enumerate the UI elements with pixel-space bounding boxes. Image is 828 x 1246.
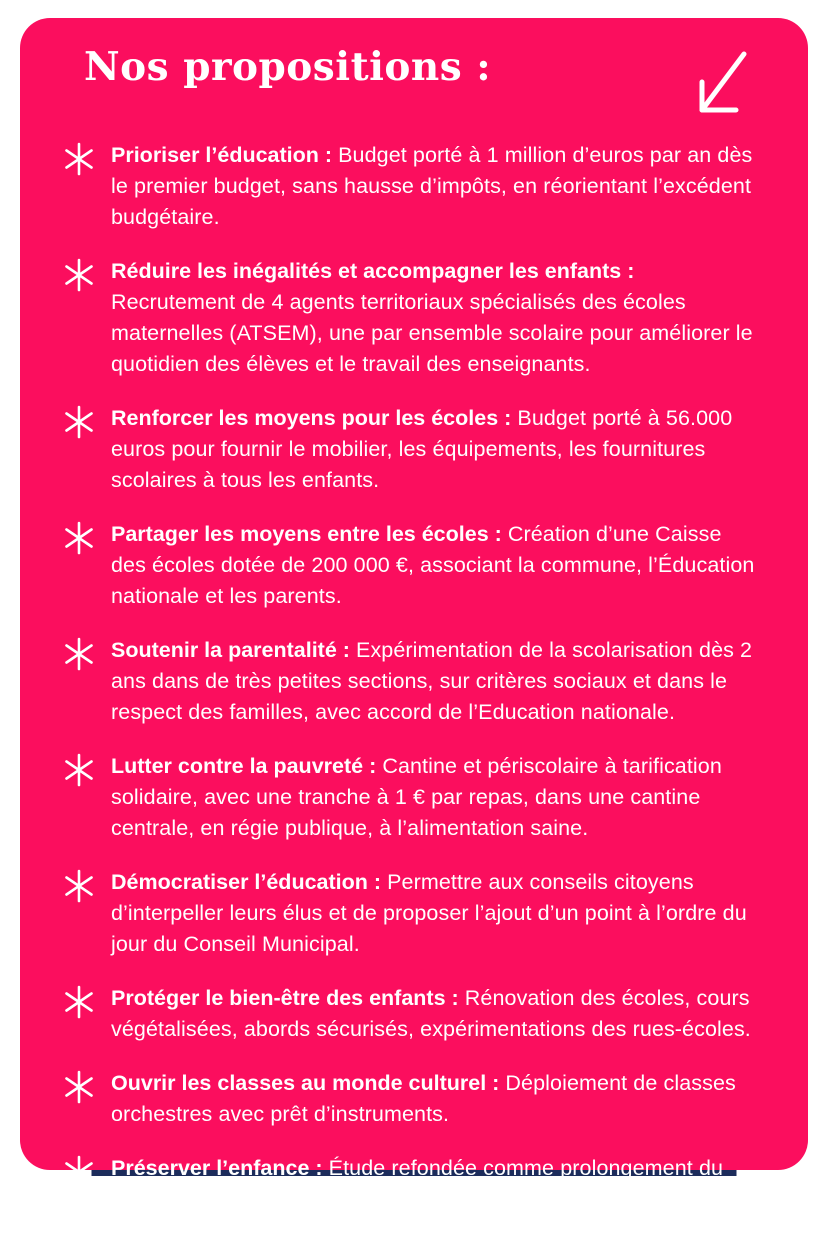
list-item xyxy=(64,140,760,233)
item-body: Rénovation des écoles, cours végétalisées, abords sécurisés, expérimentations des rues-écoles. xyxy=(111,986,751,1041)
item-body: Recrutement de 4 agents territoriaux spécialisés des écoles maternelles (ATSEM), une par ensemble scolaire pour améliorer le quotidien des élèves et le travail des enseignants. xyxy=(111,290,753,376)
list-item xyxy=(64,256,760,380)
item-lead: Protéger le bien-être des enfants : xyxy=(111,986,459,1010)
list-item xyxy=(64,1068,760,1130)
item-body: Cantine et périscolaire à tarification solidaire, avec une tranche à 1 € par repas, dans une cantine centrale, en régie publique, à l’alimentation saine. xyxy=(111,754,722,840)
item-text xyxy=(111,635,755,728)
asterisk-icon xyxy=(64,1070,94,1104)
list-item xyxy=(64,1153,760,1246)
asterisk-icon xyxy=(64,869,94,903)
item-text xyxy=(111,403,755,496)
item-text xyxy=(111,1068,755,1130)
list-item xyxy=(64,635,760,728)
asterisk-icon xyxy=(64,637,94,671)
asterisk-icon xyxy=(64,258,94,292)
propositions-card xyxy=(20,18,808,1242)
item-body: Étude refondée comme prolongement du temps scolaire, mieux encadrée et coordonnée avec l’Éducation nationale pour protéger les enfants et réduire les inégalités. xyxy=(111,1156,727,1242)
item-body: Expérimentation de la scolarisation dès 2 ans dans de très petites sections, sur critères sociaux et dans le respect des familles, avec accord de l’Education nationale. xyxy=(111,638,753,724)
list-item xyxy=(64,751,760,844)
arrow-down-left-icon xyxy=(692,48,750,120)
list-item xyxy=(64,519,760,612)
page-title: Nos propositions : xyxy=(84,44,492,90)
item-text xyxy=(111,983,755,1045)
item-lead: Soutenir la parentalité : xyxy=(111,638,350,662)
asterisk-icon xyxy=(64,521,94,555)
card-header xyxy=(64,40,760,120)
item-lead: Ouvrir les classes au monde culturel : xyxy=(111,1071,500,1095)
list-item xyxy=(64,983,760,1045)
asterisk-icon xyxy=(64,1155,94,1189)
item-lead: Démocratiser l’éducation : xyxy=(111,870,382,894)
item-text xyxy=(111,256,755,380)
item-body: Création d’une Caisse des écoles dotée de 200 000 €, associant la commune, l’Éducation nationale et les parents. xyxy=(111,522,755,608)
item-text xyxy=(111,140,755,233)
asterisk-icon xyxy=(64,985,94,1019)
item-text xyxy=(111,867,755,960)
asterisk-icon xyxy=(64,142,94,176)
item-text xyxy=(111,519,755,612)
item-lead: Lutter contre la pauvreté : xyxy=(111,754,377,778)
asterisk-icon xyxy=(64,753,94,787)
item-body: Budget porté à 56.000 euros pour fournir le mobilier, les équipements, les fournitures scolaires à tous les enfants. xyxy=(111,406,733,492)
item-lead: Réduire les inégalités et accompagner les enfants : xyxy=(111,259,635,283)
item-lead: Partager les moyens entre les écoles : xyxy=(111,522,502,546)
item-body: Budget porté à 1 million d’euros par an dès le premier budget, sans hausse d’impôts, en réorientant l’excédent budgétaire. xyxy=(111,143,753,229)
item-text xyxy=(111,751,755,844)
item-body: Permettre aux conseils citoyens d’interpeller leurs élus et de proposer l’ajout d’un point à l’ordre du jour du Conseil Municipal. xyxy=(111,870,747,956)
list-item xyxy=(64,867,760,960)
item-lead: Renforcer les moyens pour les écoles : xyxy=(111,406,512,430)
item-lead: Prioriser l’éducation : xyxy=(111,143,333,167)
list-item xyxy=(64,403,760,496)
propositions-list xyxy=(64,140,760,1246)
item-text xyxy=(111,1153,755,1246)
asterisk-icon xyxy=(64,405,94,439)
item-body: Déploiement de classes orchestres avec prêt d’instruments. xyxy=(111,1071,736,1126)
item-lead: Préserver l’enfance : xyxy=(111,1156,323,1180)
